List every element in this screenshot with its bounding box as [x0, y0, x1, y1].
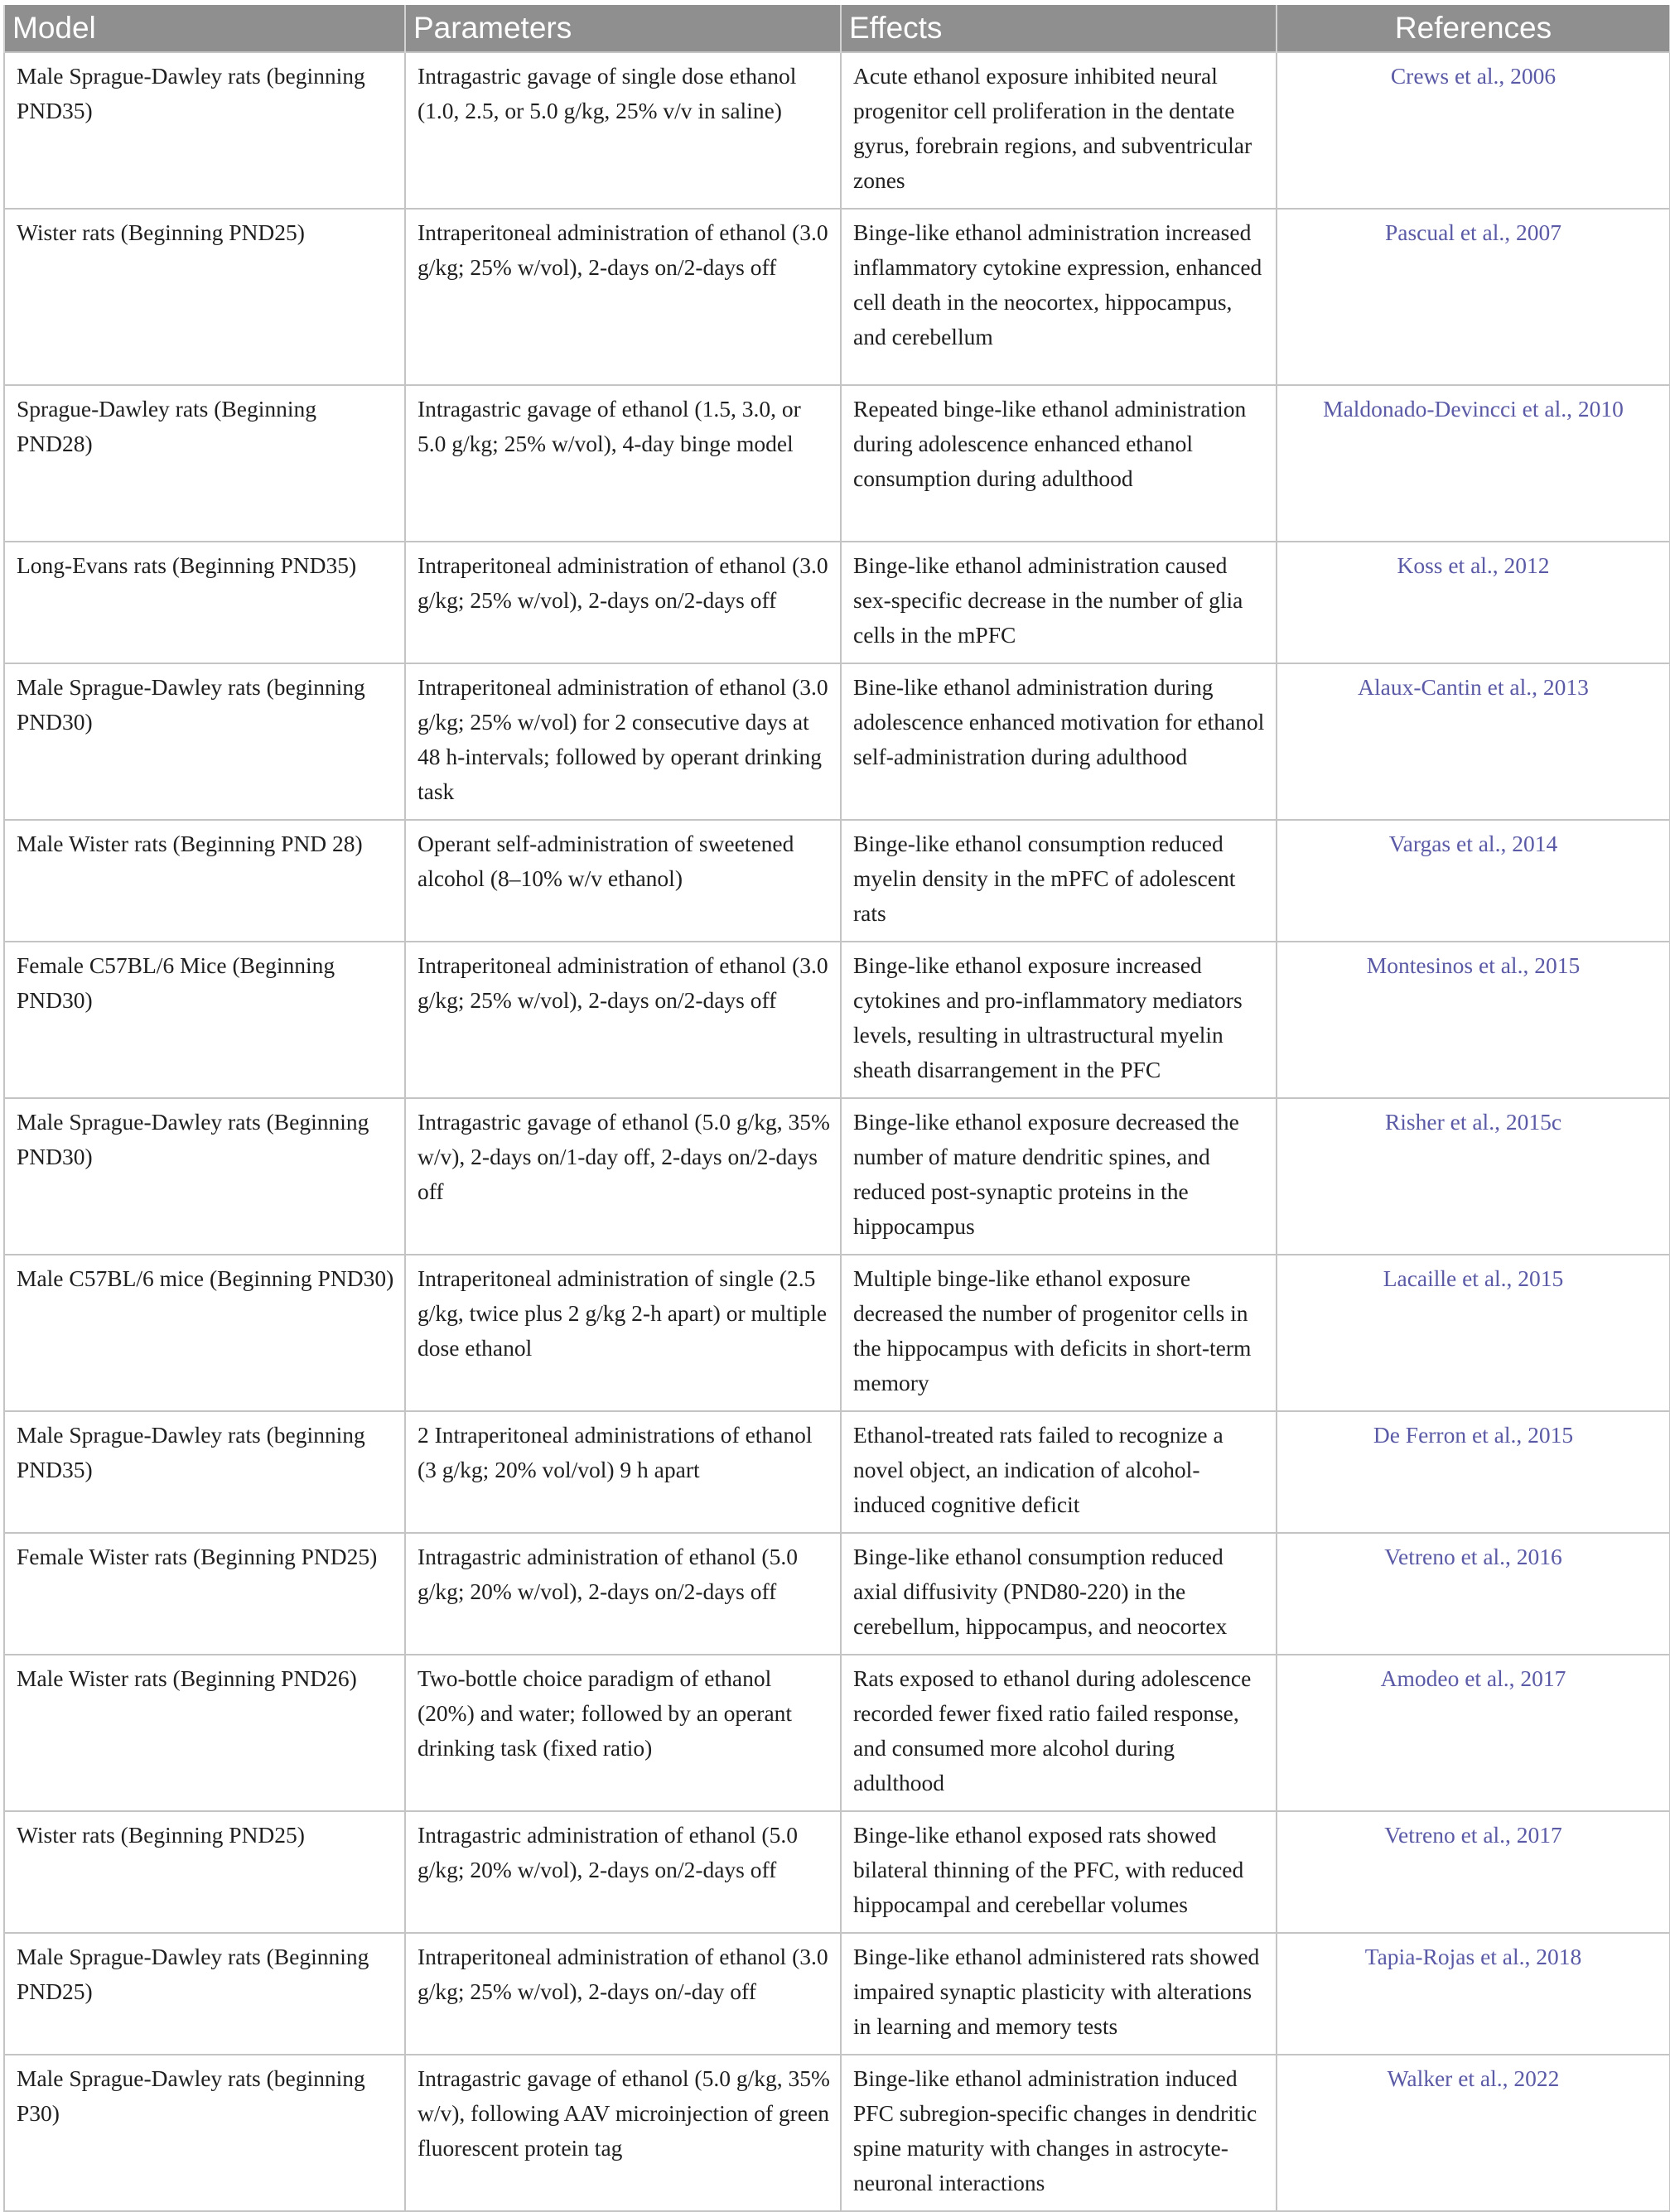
reference-cell — [1277, 542, 1670, 663]
reference-cell — [1277, 1411, 1670, 1533]
model-cell: Male Sprague-Dawley rats (beginning PND35) — [4, 1411, 405, 1533]
header-parameters: Parameters — [405, 5, 841, 52]
table-row — [4, 1933, 1670, 2055]
header-references: References — [1277, 5, 1670, 52]
table-header — [4, 5, 1670, 52]
parameters-cell: Intraperitoneal administration of ethanol (3.0 g/kg; 25% w/vol), 2-days on/2-days off — [405, 942, 841, 1098]
reference-cell — [1277, 2055, 1670, 2211]
table-row — [4, 1533, 1670, 1655]
reference-cell — [1277, 1533, 1670, 1655]
reference-cell — [1277, 1255, 1670, 1411]
model-cell: Male Sprague-Dawley rats (Beginning PND30) — [4, 1098, 405, 1255]
reference-cell — [1277, 820, 1670, 942]
table-row — [4, 942, 1670, 1098]
reference-cell — [1277, 385, 1670, 542]
effects-cell: Rats exposed to ethanol during adolescence recorded fewer fixed ratio failed response, and consumed more alcohol during adulthood — [841, 1655, 1277, 1811]
effects-cell: Binge-like ethanol exposure increased cytokines and pro-inflammatory mediators levels, resulting in ultrastructural myelin sheath disarrangement in the PFC — [841, 942, 1277, 1098]
reference-link[interactable]: Lacaille et al., 2015 — [1383, 1265, 1564, 1291]
parameters-cell: Intragastric gavage of ethanol (5.0 g/kg, 35% w/v), 2-days on/1-day off, 2-days on/2-days off — [405, 1098, 841, 1255]
table-row — [4, 542, 1670, 663]
effects-cell: Binge-like ethanol administration caused sex-specific decrease in the number of glia cells in the mPFC — [841, 542, 1277, 663]
table-row — [4, 52, 1670, 209]
parameters-cell: Intragastric administration of ethanol (5.0 g/kg; 20% w/vol), 2-days on/2-days off — [405, 1533, 841, 1655]
reference-cell — [1277, 209, 1670, 385]
reference-cell — [1277, 942, 1670, 1098]
table-row — [4, 1411, 1670, 1533]
reference-link[interactable]: Pascual et al., 2007 — [1384, 219, 1562, 245]
effects-cell: Binge-like ethanol exposed rats showed bilateral thinning of the PFC, with reduced hippocampal and cerebellar volumes — [841, 1811, 1277, 1933]
table-row — [4, 663, 1670, 820]
parameters-cell: Intraperitoneal administration of single (2.5 g/kg, twice plus 2 g/kg 2-h apart) or multiple dose ethanol — [405, 1255, 841, 1411]
effects-cell: Repeated binge-like ethanol administration during adolescence enhanced ethanol consumption during adulthood — [841, 385, 1277, 542]
reference-link[interactable]: Alaux-Cantin et al., 2013 — [1358, 674, 1589, 700]
reference-link[interactable]: Vetreno et al., 2016 — [1384, 1544, 1562, 1569]
model-cell: Male Sprague-Dawley rats (Beginning PND25) — [4, 1933, 405, 2055]
table-row — [4, 820, 1670, 942]
table-body — [4, 52, 1670, 2211]
effects-cell: Multiple binge-like ethanol exposure decreased the number of progenitor cells in the hippocampus with deficits in short-term memory — [841, 1255, 1277, 1411]
effects-cell: Binge-like ethanol consumption reduced axial diffusivity (PND80-220) in the cerebellum, hippocampus, and neocortex — [841, 1533, 1277, 1655]
model-cell: Male Sprague-Dawley rats (beginning P30) — [4, 2055, 405, 2211]
model-cell: Male Sprague-Dawley rats (beginning PND30) — [4, 663, 405, 820]
parameters-cell: Intraperitoneal administration of ethanol (3.0 g/kg; 25% w/vol), 2-days on/2-days off — [405, 209, 841, 385]
reference-link[interactable]: Walker et al., 2022 — [1387, 2065, 1560, 2091]
model-cell: Female C57BL/6 Mice (Beginning PND30) — [4, 942, 405, 1098]
parameters-cell: Intragastric gavage of ethanol (5.0 g/kg, 35% w/v), following AAV microinjection of green fluorescent protein tag — [405, 2055, 841, 2211]
model-cell: Male Wister rats (Beginning PND26) — [4, 1655, 405, 1811]
parameters-cell: 2 Intraperitoneal administrations of ethanol (3 g/kg; 20% vol/vol) 9 h apart — [405, 1411, 841, 1533]
effects-cell: Binge-like ethanol administration induced PFC subregion-specific changes in dendritic spine maturity with changes in astrocyte-neuronal interactions — [841, 2055, 1277, 2211]
reference-cell — [1277, 1655, 1670, 1811]
parameters-cell: Intragastric administration of ethanol (5.0 g/kg; 20% w/vol), 2-days on/2-days off — [405, 1811, 841, 1933]
model-cell: Sprague-Dawley rats (Beginning PND28) — [4, 385, 405, 542]
model-cell: Male Sprague-Dawley rats (beginning PND35) — [4, 52, 405, 209]
reference-link[interactable]: Vargas et al., 2014 — [1388, 831, 1558, 856]
effects-cell: Ethanol-treated rats failed to recognize a novel object, an indication of alcohol-induced cognitive deficit — [841, 1411, 1277, 1533]
reference-cell — [1277, 1933, 1670, 2055]
reference-cell — [1277, 1098, 1670, 1255]
parameters-cell: Operant self-administration of sweetened alcohol (8–10% w/v ethanol) — [405, 820, 841, 942]
table-row — [4, 385, 1670, 542]
reference-link[interactable]: Amodeo et al., 2017 — [1380, 1665, 1566, 1691]
reference-link[interactable]: De Ferron et al., 2015 — [1373, 1422, 1574, 1448]
parameters-cell: Two-bottle choice paradigm of ethanol (20%) and water; followed by an operant drinking task (fixed ratio) — [405, 1655, 841, 1811]
reference-cell — [1277, 52, 1670, 209]
parameters-cell: Intraperitoneal administration of ethanol (3.0 g/kg; 25% w/vol) for 2 consecutive days at 48 h-intervals; followed by operant drinking task — [405, 663, 841, 820]
table-row — [4, 209, 1670, 385]
reference-cell — [1277, 663, 1670, 820]
table-row — [4, 2055, 1670, 2211]
model-cell: Long-Evans rats (Beginning PND35) — [4, 542, 405, 663]
parameters-cell: Intraperitoneal administration of ethanol (3.0 g/kg; 25% w/vol), 2-days on/-day off — [405, 1933, 841, 2055]
effects-cell: Binge-like ethanol consumption reduced myelin density in the mPFC of adolescent rats — [841, 820, 1277, 942]
header-model: Model — [4, 5, 405, 52]
effects-cell: Binge-like ethanol exposure decreased the number of mature dendritic spines, and reduced post-synaptic proteins in the hippocampus — [841, 1098, 1277, 1255]
parameters-cell: Intraperitoneal administration of ethanol (3.0 g/kg; 25% w/vol), 2-days on/2-days off — [405, 542, 841, 663]
studies-table — [3, 5, 1670, 2212]
model-cell: Female Wister rats (Beginning PND25) — [4, 1533, 405, 1655]
reference-link[interactable]: Risher et al., 2015c — [1384, 1109, 1562, 1135]
reference-link[interactable]: Montesinos et al., 2015 — [1366, 952, 1581, 978]
table-row — [4, 1098, 1670, 1255]
effects-cell: Binge-like ethanol administered rats showed impaired synaptic plasticity with alterations in learning and memory tests — [841, 1933, 1277, 2055]
table-row — [4, 1811, 1670, 1933]
effects-cell: Acute ethanol exposure inhibited neural progenitor cell proliferation in the dentate gyrus, forebrain regions, and subventricular zones — [841, 52, 1277, 209]
effects-cell: Binge-like ethanol administration increased inflammatory cytokine expression, enhanced cell death in the neocortex, hippocampus, and cerebellum — [841, 209, 1277, 385]
reference-link[interactable]: Tapia-Rojas et al., 2018 — [1364, 1944, 1582, 1969]
table-row — [4, 1655, 1670, 1811]
header-effects: Effects — [841, 5, 1277, 52]
header-row — [4, 5, 1670, 52]
effects-cell: Bine-like ethanol administration during adolescence enhanced motivation for ethanol self-administration during adulthood — [841, 663, 1277, 820]
model-cell: Wister rats (Beginning PND25) — [4, 1811, 405, 1933]
reference-link[interactable]: Maldonado-Devincci et al., 2010 — [1323, 396, 1624, 422]
reference-link[interactable]: Vetreno et al., 2017 — [1384, 1822, 1562, 1848]
model-cell: Male Wister rats (Beginning PND 28) — [4, 820, 405, 942]
reference-cell — [1277, 1811, 1670, 1933]
table-row — [4, 1255, 1670, 1411]
model-cell: Wister rats (Beginning PND25) — [4, 209, 405, 385]
parameters-cell: Intragastric gavage of ethanol (1.5, 3.0, or 5.0 g/kg; 25% w/vol), 4-day binge model — [405, 385, 841, 542]
parameters-cell: Intragastric gavage of single dose ethanol (1.0, 2.5, or 5.0 g/kg, 25% v/v in saline) — [405, 52, 841, 209]
reference-link[interactable]: Crews et al., 2006 — [1390, 63, 1557, 89]
reference-link[interactable]: Koss et al., 2012 — [1397, 552, 1550, 578]
model-cell: Male C57BL/6 mice (Beginning PND30) — [4, 1255, 405, 1411]
